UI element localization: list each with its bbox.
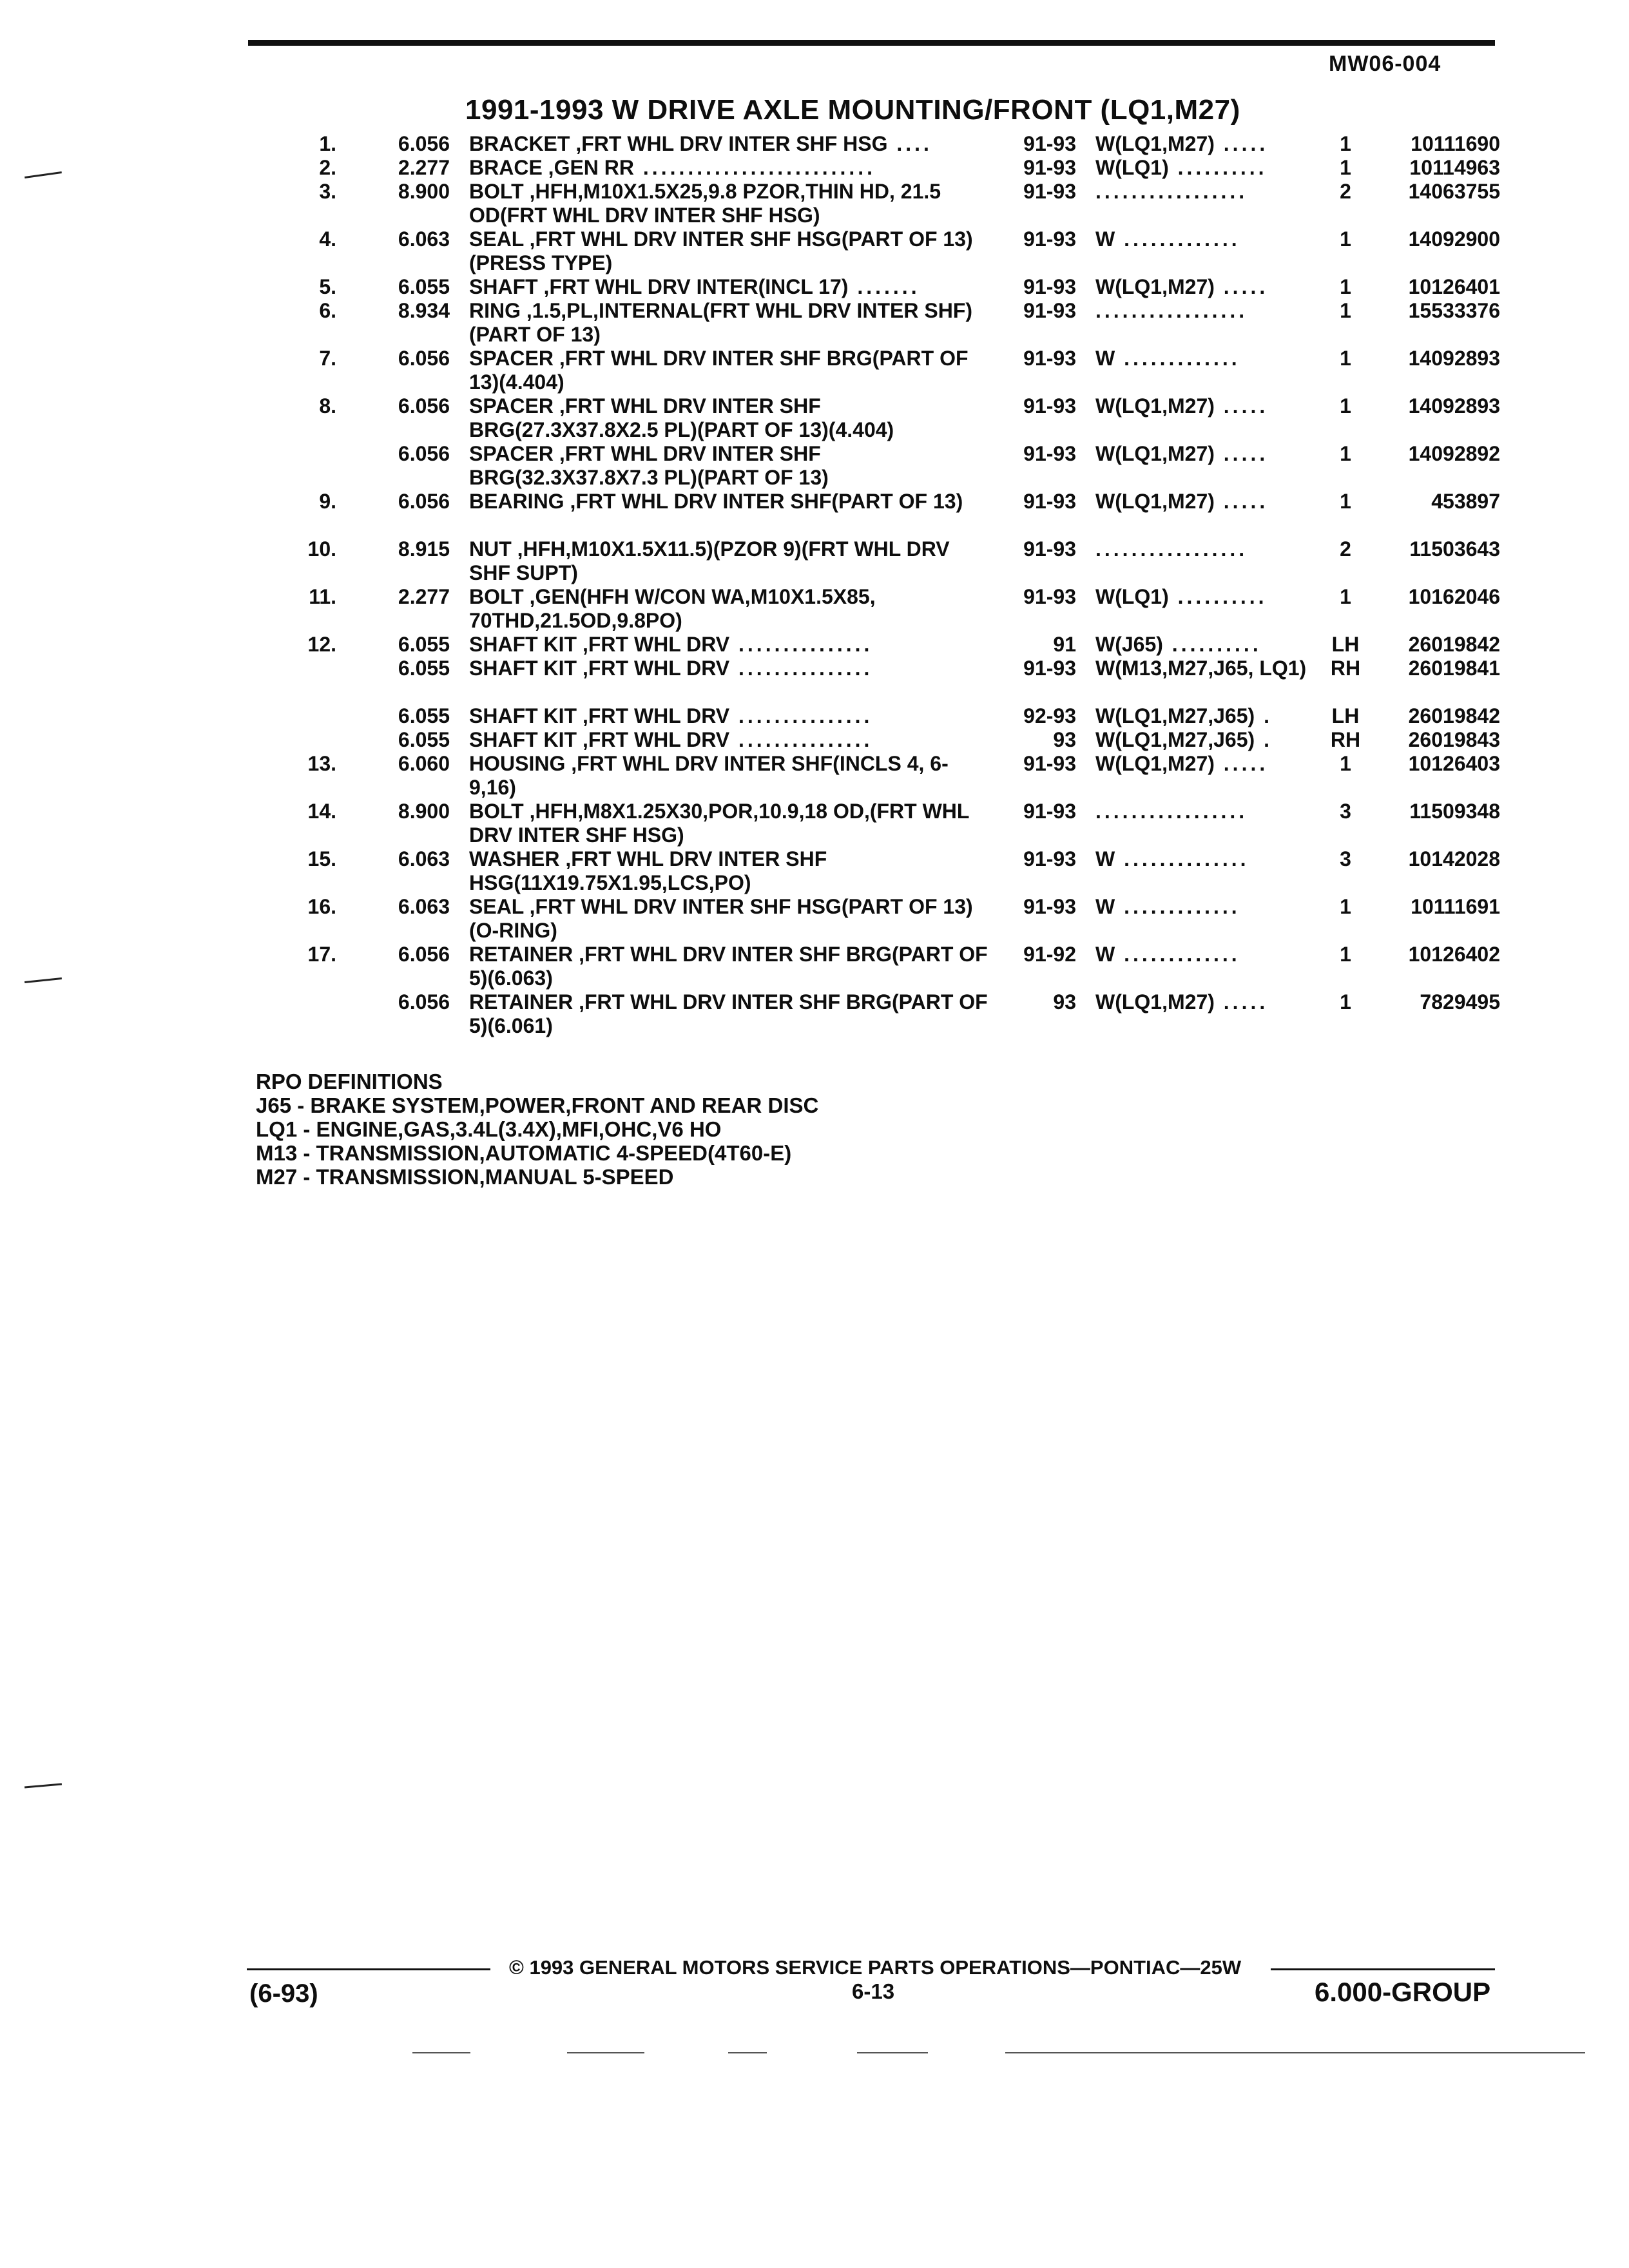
scan-line [1005, 2052, 1585, 2053]
description [469, 895, 991, 943]
leader-dots: .......... [1162, 633, 1262, 656]
table-row [0, 275, 1629, 299]
rpo-item: LQ1 - ENGINE,GAS,3.4L(3.4X),MFI,OHC,V6 HO [256, 1117, 722, 1141]
table-row [0, 156, 1629, 180]
part-name: BOLT [469, 180, 524, 203]
quantity: 1 [1340, 895, 1351, 918]
table-row [0, 895, 1629, 943]
usage [1095, 132, 1321, 156]
item-number: 8. [319, 394, 336, 418]
table-row [0, 490, 1629, 537]
leader-dots: ..... [1214, 442, 1269, 465]
item-number: 3. [319, 180, 336, 203]
part-description: ,FRT WHL DRV INTER SHF(INCLS 4, 6-9,16) [469, 752, 949, 799]
part-description: ,FRT WHL DRV [577, 633, 730, 656]
part-description: ,FRT WHL DRV INTER SHF HSG(11X19.75X1.95,LCS,PO) [469, 847, 827, 894]
part-name: SHAFT KIT [469, 657, 577, 680]
description [469, 180, 991, 227]
part-description: ,FRT WHL DRV INTER SHF HSG [570, 132, 888, 155]
usage-code: W(LQ1) [1095, 156, 1169, 179]
table-row [0, 132, 1629, 156]
part-name: BRACKET [469, 132, 570, 155]
table-row [0, 299, 1629, 347]
part-description: ,HFH,M10X1.5X11.5)(PZOR 9)(FRT WHL DRV SHF SUPT) [469, 537, 950, 584]
item-number: 12. [307, 633, 336, 656]
description [469, 704, 991, 728]
part-name: SEAL [469, 227, 524, 251]
item-number: 17. [307, 943, 336, 966]
part-description: ,FRT WHL DRV [577, 704, 730, 727]
table-row [0, 180, 1629, 227]
group-number: 6.055 [398, 704, 450, 727]
part-name: BOLT [469, 585, 524, 608]
model-years: 91-93 [1023, 347, 1076, 370]
model-years: 91-93 [1023, 132, 1076, 155]
part-number: 10111691 [1411, 895, 1500, 918]
part-number: 26019842 [1408, 704, 1500, 727]
model-years: 93 [1053, 990, 1076, 1014]
part-name: SHAFT KIT [469, 728, 577, 751]
part-number: 10142028 [1408, 847, 1500, 870]
usage [1095, 227, 1321, 251]
page-title: 1991-1993 W DRIVE AXLE MOUNTING/FRONT (LQ1,M27) [465, 94, 1240, 126]
description [469, 275, 991, 299]
part-number: 10114963 [1409, 156, 1500, 179]
model-years: 91-93 [1023, 299, 1076, 322]
rpo-heading: RPO DEFINITIONS [256, 1070, 443, 1093]
leader-dots: ..... [1214, 394, 1269, 418]
quantity: 1 [1340, 275, 1351, 298]
parts-list [0, 132, 1629, 1038]
leader-dots: ............... [729, 633, 873, 656]
usage [1095, 728, 1321, 752]
part-name: SHAFT KIT [469, 704, 577, 727]
group-number: 6.063 [398, 227, 450, 251]
table-row [0, 657, 1629, 704]
item-number: 11. [309, 585, 336, 608]
part-number: 26019841 [1408, 657, 1500, 680]
description [469, 752, 991, 800]
part-number: 10126401 [1408, 275, 1500, 298]
usage [1095, 299, 1321, 323]
part-description: ,FRT WHL DRV INTER SHF BRG(PART OF 5)(6.063) [469, 943, 988, 990]
description [469, 728, 991, 752]
usage-code: W [1095, 227, 1115, 251]
part-description: ,FRT WHL DRV [577, 728, 730, 751]
quantity: 2 [1340, 537, 1351, 561]
description [469, 442, 991, 490]
part-name: BRACE [469, 156, 543, 179]
leader-dots: .......................... [634, 156, 876, 179]
part-description: ,FRT WHL DRV INTER SHF HSG(PART OF 13)(O-RING) [469, 895, 973, 942]
rpo-definitions [256, 1070, 818, 1189]
table-row [0, 704, 1629, 728]
top-rule [248, 40, 1495, 46]
group-number: 6.055 [398, 728, 450, 751]
usage-code: W(LQ1,M27) [1095, 990, 1215, 1014]
quantity: 3 [1340, 847, 1351, 870]
part-name: SPACER [469, 394, 554, 418]
part-number: 15533376 [1408, 299, 1500, 322]
part-description: ,FRT WHL DRV [577, 657, 730, 680]
table-row [0, 633, 1629, 657]
quantity: RH [1330, 657, 1361, 680]
model-years: 93 [1053, 728, 1076, 751]
model-years: 91-93 [1023, 394, 1076, 418]
part-name: WASHER [469, 847, 560, 870]
usage-code: W(LQ1,M27,J65) [1095, 704, 1255, 727]
table-row [0, 752, 1629, 800]
usage-code: W(M13,M27,J65, LQ1) [1095, 657, 1307, 680]
item-number: 7. [319, 347, 336, 370]
group-number: 2.277 [398, 156, 450, 179]
part-number: 14092892 [1408, 442, 1500, 465]
leader-dots: ..... [1214, 752, 1269, 775]
leader-dots: .......... [1168, 585, 1268, 608]
group-number: 6.056 [398, 132, 450, 155]
description [469, 394, 991, 442]
part-description: ,FRT WHL DRV INTER SHF(PART OF 13) [564, 490, 963, 513]
item-number: 5. [319, 275, 336, 298]
model-years: 91-93 [1023, 537, 1076, 561]
part-description: ,1.5,PL,INTERNAL(FRT WHL DRV INTER SHF)(PART OF 13) [469, 299, 973, 346]
description [469, 299, 991, 347]
leader-dots: ..... [1214, 132, 1269, 155]
item-number: 13. [307, 752, 336, 775]
scan-line [412, 2052, 470, 2053]
part-description: ,FRT WHL DRV INTER SHF HSG(PART OF 13)(PRESS TYPE) [469, 227, 973, 274]
part-description: ,FRT WHL DRV INTER SHF BRG(PART OF 5)(6.061) [469, 990, 988, 1037]
quantity: 1 [1340, 156, 1351, 179]
part-description: ,HFH,M10X1.5X25,9.8 PZOR,THIN HD, 21.5 OD(FRT WHL DRV INTER SHF HSG) [469, 180, 941, 227]
part-number: 26019843 [1408, 728, 1500, 751]
part-number: 10162046 [1408, 585, 1500, 608]
quantity: 1 [1340, 299, 1351, 322]
group-number: 2.277 [398, 585, 450, 608]
group-number: 8.915 [398, 537, 450, 561]
table-row [0, 800, 1629, 847]
usage-code: W [1095, 943, 1115, 966]
item-number: 1. [319, 132, 336, 155]
quantity: 1 [1340, 347, 1351, 370]
part-name: SPACER [469, 347, 554, 370]
leader-dots: . [1255, 704, 1273, 727]
item-number: 16. [307, 895, 336, 918]
usage [1095, 895, 1321, 919]
description [469, 633, 991, 657]
usage [1095, 490, 1321, 514]
quantity: 3 [1340, 800, 1351, 823]
model-years: 91-93 [1023, 156, 1076, 179]
part-name: NUT [469, 537, 512, 561]
usage-code: W(LQ1,M27) [1095, 752, 1215, 775]
part-name: SEAL [469, 895, 524, 918]
model-years: 91-93 [1023, 800, 1076, 823]
part-name: RETAINER [469, 990, 574, 1014]
part-name: BEARING [469, 490, 564, 513]
group-label: 6.000-GROUP [1315, 1977, 1491, 2007]
footer-rule-right [1271, 1968, 1495, 1970]
model-years: 91-93 [1023, 585, 1076, 608]
description [469, 156, 991, 180]
quantity: 1 [1340, 442, 1351, 465]
part-number: 11503643 [1409, 537, 1500, 561]
usage [1095, 442, 1321, 466]
usage-code: W(LQ1,M27) [1095, 490, 1215, 513]
rpo-item: M27 - TRANSMISSION,MANUAL 5-SPEED [256, 1165, 674, 1189]
part-description: ,FRT WHL DRV INTER SHF BRG(PART OF 13)(4.404) [469, 347, 969, 394]
quantity: 1 [1340, 132, 1351, 155]
description [469, 800, 991, 847]
item-number: 2. [319, 156, 336, 179]
leader-dots: ............. [1115, 895, 1240, 918]
group-number: 6.056 [398, 442, 450, 465]
usage [1095, 275, 1321, 299]
part-number: 10111690 [1411, 132, 1500, 155]
model-years: 91-93 [1023, 275, 1076, 298]
item-number: 10. [307, 537, 336, 561]
part-description: ,FRT WHL DRV INTER SHF BRG(32.3X37.8X7.3 PL)(PART OF 13) [469, 442, 829, 489]
usage-code: W(LQ1,M27) [1095, 442, 1215, 465]
leader-dots: ............... [729, 728, 873, 751]
usage-code: W(J65) [1095, 633, 1163, 656]
description [469, 227, 991, 275]
usage [1095, 752, 1321, 776]
quantity: LH [1331, 704, 1360, 727]
description [469, 347, 991, 394]
usage [1095, 537, 1321, 561]
table-row [0, 442, 1629, 490]
usage-code: W [1095, 895, 1115, 918]
quantity: 1 [1340, 585, 1351, 608]
part-number: 26019842 [1408, 633, 1500, 656]
description [469, 132, 991, 156]
group-number: 6.056 [398, 394, 450, 418]
item-number: 6. [319, 299, 336, 322]
usage [1095, 180, 1321, 204]
description [469, 490, 991, 514]
page-code: MW06-004 [1329, 52, 1441, 76]
rpo-item: M13 - TRANSMISSION,AUTOMATIC 4-SPEED(4T60-E) [256, 1141, 792, 1165]
quantity: LH [1331, 633, 1360, 656]
part-number: 453897 [1431, 490, 1500, 513]
usage-code: W(LQ1) [1095, 585, 1169, 608]
usage [1095, 633, 1321, 657]
item-number: 4. [319, 227, 336, 251]
table-row [0, 990, 1629, 1038]
quantity: 2 [1340, 180, 1351, 203]
part-number: 10126403 [1408, 752, 1500, 775]
leader-dots: ................. [1095, 299, 1248, 322]
part-description: ,GEN(HFH W/CON WA,M10X1.5X85, 70THD,21.5OD,9.8PO) [469, 585, 876, 632]
usage [1095, 394, 1321, 418]
usage-code: W(LQ1,M27,J65) [1095, 728, 1255, 751]
scan-line [728, 2052, 767, 2053]
table-row [0, 943, 1629, 990]
table-row [0, 585, 1629, 633]
part-number: 14092900 [1408, 227, 1500, 251]
usage [1095, 943, 1321, 966]
usage [1095, 847, 1321, 871]
part-number: 11509348 [1409, 800, 1500, 823]
leader-dots: ................. [1095, 800, 1248, 823]
part-name: HOUSING [469, 752, 566, 775]
quantity: 1 [1340, 990, 1351, 1014]
part-number: 14092893 [1408, 394, 1500, 418]
scan-line [857, 2052, 928, 2053]
group-number: 8.900 [398, 180, 450, 203]
model-years: 91-93 [1023, 895, 1076, 918]
rpo-item: J65 - BRAKE SYSTEM,POWER,FRONT AND REAR DISC [256, 1093, 819, 1117]
table-row [0, 537, 1629, 585]
item-number: 9. [319, 490, 336, 513]
part-name: SPACER [469, 442, 554, 465]
binder-mark [24, 1783, 62, 1788]
part-name: BOLT [469, 800, 524, 823]
leader-dots: ............... [729, 657, 873, 680]
leader-dots: ................. [1095, 537, 1248, 561]
scan-line [567, 2052, 644, 2053]
leader-dots: .... [887, 132, 932, 155]
footer-rule-left [247, 1968, 490, 1970]
leader-dots: ..... [1214, 275, 1269, 298]
quantity: 1 [1340, 227, 1351, 251]
model-years: 91-92 [1023, 943, 1076, 966]
group-number: 6.055 [398, 633, 450, 656]
quantity: RH [1330, 728, 1361, 751]
group-number: 6.056 [398, 490, 450, 513]
part-number: 7829495 [1420, 990, 1500, 1014]
description [469, 943, 991, 990]
description [469, 585, 991, 633]
leader-dots: .............. [1115, 847, 1249, 870]
usage [1095, 347, 1321, 370]
leader-dots: ..... [1214, 990, 1269, 1014]
usage [1095, 657, 1321, 680]
quantity: 1 [1340, 490, 1351, 513]
part-number: 10126402 [1408, 943, 1500, 966]
group-number: 6.063 [398, 895, 450, 918]
model-years: 91-93 [1023, 752, 1076, 775]
item-number: 14. [307, 800, 336, 823]
leader-dots: .......... [1168, 156, 1268, 179]
table-row [0, 847, 1629, 895]
model-years: 91-93 [1023, 180, 1076, 203]
usage-code: W(LQ1,M27) [1095, 132, 1215, 155]
description [469, 657, 991, 680]
leader-dots: ................. [1095, 180, 1248, 203]
leader-dots: ............... [729, 704, 873, 727]
quantity: 1 [1340, 943, 1351, 966]
usage-code: W(LQ1,M27) [1095, 275, 1215, 298]
group-number: 6.056 [398, 990, 450, 1014]
page-number: 6-13 [852, 1979, 895, 2003]
usage-code: W [1095, 347, 1115, 370]
description [469, 847, 991, 895]
item-number: 15. [307, 847, 336, 870]
description [469, 537, 991, 585]
part-description: ,GEN RR [542, 156, 635, 179]
model-years: 91-93 [1023, 847, 1076, 870]
group-number: 6.055 [398, 275, 450, 298]
leader-dots: ............. [1115, 943, 1240, 966]
table-row [0, 728, 1629, 752]
group-number: 6.056 [398, 943, 450, 966]
table-row [0, 347, 1629, 394]
group-number: 8.900 [398, 800, 450, 823]
model-years: 91-93 [1023, 657, 1076, 680]
model-years: 92-93 [1023, 704, 1076, 727]
table-row [0, 394, 1629, 442]
part-description: ,FRT WHL DRV INTER(INCL 17) [537, 275, 849, 298]
part-number: 14063755 [1408, 180, 1500, 203]
model-years: 91-93 [1023, 442, 1076, 465]
leader-dots: ....... [848, 275, 920, 298]
usage-code: W(LQ1,M27) [1095, 394, 1215, 418]
group-number: 6.060 [398, 752, 450, 775]
part-name: RING [469, 299, 521, 322]
group-number: 6.056 [398, 347, 450, 370]
quantity: 1 [1340, 394, 1351, 418]
usage [1095, 800, 1321, 823]
group-number: 6.063 [398, 847, 450, 870]
group-number: 6.055 [398, 657, 450, 680]
usage [1095, 156, 1321, 180]
usage [1095, 990, 1321, 1014]
model-years: 91 [1053, 633, 1076, 656]
quantity: 1 [1340, 752, 1351, 775]
part-name: RETAINER [469, 943, 574, 966]
model-years: 91-93 [1023, 227, 1076, 251]
leader-dots: ............. [1115, 227, 1240, 251]
usage-code: W [1095, 847, 1115, 870]
part-number: 14092893 [1408, 347, 1500, 370]
part-description: ,FRT WHL DRV INTER SHF BRG(27.3X37.8X2.5 PL)(PART OF 13)(4.404) [469, 394, 894, 441]
usage [1095, 704, 1321, 728]
part-description: ,HFH,M8X1.25X30,POR,10.9,18 OD,(FRT WHL DRV INTER SHF HSG) [469, 800, 969, 847]
copyright-notice: © 1993 GENERAL MOTORS SERVICE PARTS OPERATIONS—PONTIAC—25W [509, 1956, 1242, 1979]
table-row [0, 227, 1629, 275]
description [469, 990, 991, 1038]
model-years: 91-93 [1023, 490, 1076, 513]
group-number: 8.934 [398, 299, 450, 322]
leader-dots: . [1255, 728, 1273, 751]
part-name: SHAFT [469, 275, 538, 298]
usage [1095, 585, 1321, 609]
leader-dots: ..... [1214, 490, 1269, 513]
footer-date: (6-93) [249, 1979, 318, 2008]
part-name: SHAFT KIT [469, 633, 577, 656]
leader-dots: ............. [1115, 347, 1240, 370]
